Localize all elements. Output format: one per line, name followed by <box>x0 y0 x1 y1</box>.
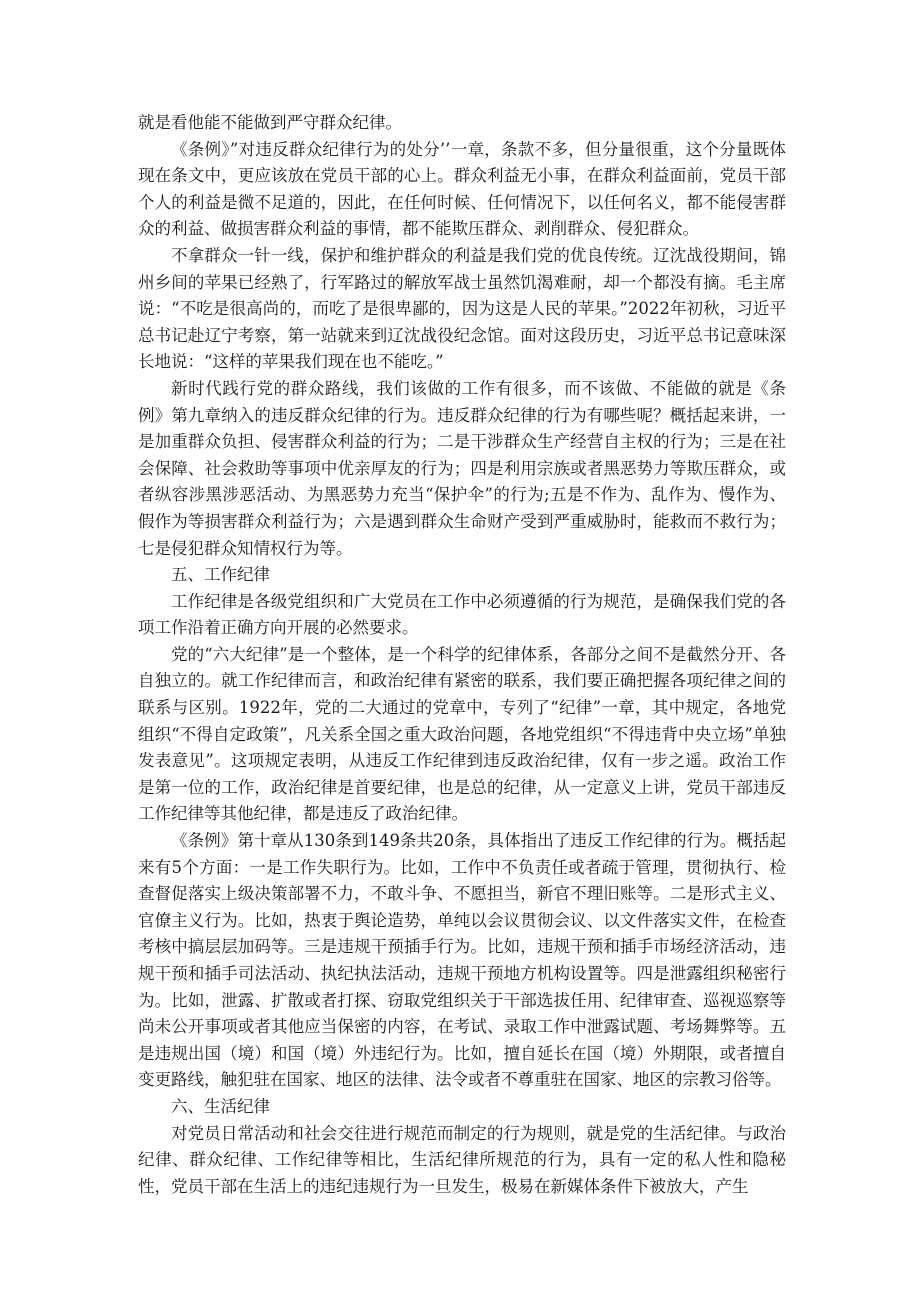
section-heading: 六、生活纪律 <box>171 1096 270 1116</box>
section-heading: 五、工作纪律 <box>171 565 270 585</box>
paragraph: 新时代践行党的群众路线，我们该做的工作有很多，而不该做、不能做的就是《条例》第九章纳入的违反群众纪律的行为。违反群众纪律的行为有哪些呢？概括起来讲，一是加重群众负担、侵害群众利益的行为；二是干涉群众生产经营自主权的行为；三是在社会保障、社会救助等事项中优亲厚友的行为；四是利用宗族或者黑恶势力等欺压群众，或者纵容涉黑涉恶活动、为黑恶势力充当“保护伞”的行为;五是不作为、乱作为、慢作为、假作为等损害群众利益行为；六是遇到群众生命财产受到严重威胁时，能救而不救行为；七是侵犯群众知情权行为等。 <box>138 378 786 558</box>
document-body <box>138 110 786 1200</box>
paragraph: 党的“六大纪律”是一个整体，是一个科学的纪律体系，各部分之间不是截然分开、各自独立的。就工作纪律而言，和政治纪律有紧密的联系，我们要正确把握各项纪律之间的联系与区别。1922年，党的二大通过的党章中，专列了“纪律”一章，其中规定，各地党组织“不得自定政策”，凡关系全国之重大政治问题，各地党组织“不得违背中央立场”单独发表意见”。这项规定表明，从违反工作纪律到违反政治纪律，仅有一步之遥。政治工作是第一位的工作，政治纪律是首要纪律，也是总的纪律，从一定意义上讲，党员干部违反工作纪律等其他纪律，都是违反了政治纪律。 <box>138 644 786 824</box>
paragraph: 对党员日常活动和社会交往进行规范而制定的行为规则，就是党的生活纪律。与政治纪律、群众纪律、工作纪律等相比，生活纪律所规范的行为，具有一定的私人性和隐秘性，党员干部在生活上的违纪违规行为一旦发生，极易在新媒体条件下被放大，产生 <box>138 1123 786 1196</box>
paragraph: 《条例》”对违反群众纪律行为的处分’’一章，条款不多，但分量很重，这个分量既体现在条文中，更应该放在党员干部的心上。群众利益无小事，在群众利益面前，党员干部个人的利益是微不足道的，因此，在任何时候、任何情况下，以任何名义，都不能侵害群众的利益、做损害群众利益的事情，都不能欺压群众、剥削群众、侵犯群众。 <box>138 139 786 239</box>
paragraph: 就是看他能不能做到严守群众纪律。 <box>138 113 402 132</box>
paragraph: 工作纪律是各级党组织和广大党员在工作中必须遵循的行为规范，是确保我们党的各项工作沿着正确方向开展的必然要求。 <box>138 591 786 638</box>
paragraph: 《条例》第十章从130条到149条共20条，具体指出了违反工作纪律的行为。概括起来有5个方面：一是工作失职行为。比如，工作中不负责任或者疏于管理，贯彻执行、检查督促落实上级决策部署不力，不敢斗争、不愿担当，新官不理旧账等。二是形式主义、官僚主义行为。比如，热衷于舆论造势，单纯以会议贯彻会议、以文件落实文件，在检查考核中搞层层加码等。三是违规干预插手行为。比如，违规干预和插手市场经济活动，违规干预和插手司法活动、执纪执法活动，违规干预地方机构设置等。四是泄露组织秘密行为。比如，泄露、扩散或者打探、窃取党组织关于干部选拔任用、纪律审查、巡视巡察等尚未公开事项或者其他应当保密的内容，在考试、录取工作中泄露试题、考场舞弊等。五是违规出国（境）和国（境）外违纪行为。比如，擅自延长在国（境）外期限，或者擅自变更路线，触犯驻在国家、地区的法律、法令或者不尊重驻在国家、地区的宗教习俗等。 <box>138 831 786 1090</box>
paragraph: 不拿群众一针一线，保护和维护群众的利益是我们党的优良传统。辽沈战役期间，锦州乡间的苹果已经熟了，行军路过的解放军战士虽然饥渴难耐，却一个都没有摘。毛主席说：“不吃是很高尚的，而吃了是很卑鄙的，因为这是人民的苹果。”2022年初秋，习近平总书记赴辽宁考察，第一站就来到辽沈战役纪念馆。面对这段历史，习近平总书记意味深长地说：“这样的苹果我们现在也不能吃。” <box>138 245 786 372</box>
